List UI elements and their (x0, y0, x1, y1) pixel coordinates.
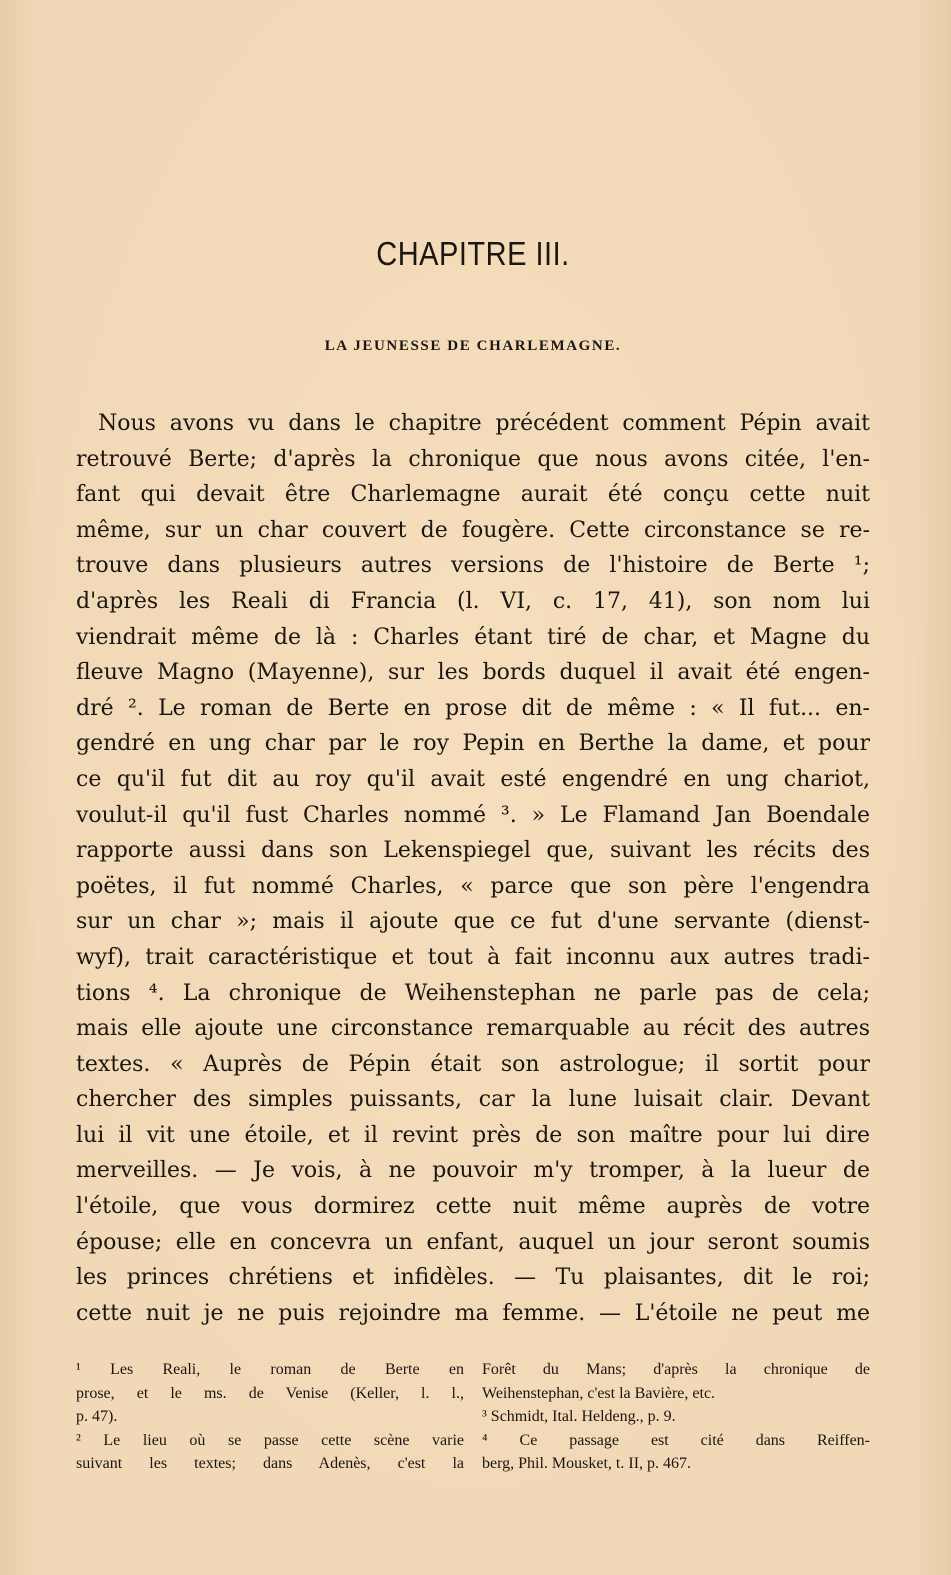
footnote-line: berg, Phil. Mousket, t. II, p. 467. (482, 1455, 692, 1473)
body-line: les princes chrétiens et infidèles. — Tu plaisantes, dit le roi; (76, 1265, 870, 1291)
book-page (76, 0, 870, 1575)
body-line: retrouvé Berte; d'après la chronique que nous avons citée, l'en- (76, 446, 870, 472)
body-line: épouse; elle en concevra un enfant, auquel un jour seront soumis (76, 1229, 870, 1255)
body-line: rapporte aussi dans son Lekenspiegel que, suivant les récits des (76, 838, 870, 864)
body-line: ce qu'il fut dit au roy qu'il avait esté engendré en ung chariot, (76, 766, 870, 792)
body-line: l'étoile, que vous dormirez cette nuit même auprès de votre (76, 1194, 870, 1220)
footnote-line: ³ Schmidt, Ital. Heldeng., p. 9. (482, 1408, 676, 1426)
body-line: chercher des simples puissants, car la lune luisait clair. Devant (76, 1087, 870, 1113)
body-line: merveilles. — Je vois, à ne pouvoir m'y tromper, à la lueur de (76, 1158, 870, 1184)
body-line: viendrait même de là : Charles étant tiré de char, et Magne du (76, 624, 870, 650)
footnotes (76, 1358, 870, 1476)
body-line: poëtes, il fut nommé Charles, « parce que son père l'engendra (76, 873, 870, 899)
body-line: Nous avons vu dans le chapitre précédent comment Pépin avait (98, 411, 870, 436)
body-line: dré ². Le roman de Berte en prose dit de même : « Il fut... en- (76, 695, 870, 721)
body-line: gendré en ung char par le roy Pepin en Berthe la dame, et pour (76, 731, 870, 757)
footnote-line: Forêt du Mans; d'après la chronique de (482, 1361, 870, 1378)
footnotes-right-column (482, 1358, 870, 1476)
body-text (76, 406, 870, 1331)
footnote-line: ⁴ Ce passage est cité dans Reiffen- (482, 1431, 870, 1449)
chapter-subtitle: LA JEUNESSE DE CHARLEMAGNE. (324, 338, 622, 354)
body-line: sur un char »; mais il ajoute que ce fut d'une servante (dienst- (76, 909, 870, 935)
footnote-line: prose, et le ms. de Venise (Keller, l. l., (76, 1384, 464, 1402)
footnote-line: Weihenstephan, c'est la Bavière, etc. (482, 1384, 716, 1402)
body-line: voulut-il qu'il fust Charles nommé ³. » Le Flamand Jan Boendale (76, 802, 870, 828)
footnote-line: p. 47). (76, 1408, 118, 1426)
footnote-line: suivant les textes; dans Adenès, c'est la (76, 1455, 464, 1473)
chapter-title: CHAPITRE III. (376, 236, 570, 273)
body-line: trouve dans plusieurs autres versions de l'histoire de Berte ¹; (76, 553, 870, 579)
body-line: d'après les Reali di Francia (l. VI, c. 17, 41), son nom lui (76, 588, 870, 614)
body-line: même, sur un char couvert de fougère. Cette circonstance se re- (76, 517, 870, 543)
body-line: wyf), trait caractéristique et tout à fait inconnu aux autres tradi- (76, 944, 870, 970)
footnotes-left-column (76, 1358, 464, 1476)
body-line: tions ⁴. La chronique de Weihenstephan ne parle pas de cela; (76, 980, 870, 1006)
body-line: lui il vit une étoile, et il revint près de son maître pour lui dire (76, 1122, 870, 1148)
footnote-line: ² Le lieu où se passe cette scène varie (76, 1431, 464, 1449)
body-line: textes. « Auprès de Pépin était son astrologue; il sortit pour (76, 1051, 870, 1077)
body-line: cette nuit je ne puis rejoindre ma femme. — L'étoile ne peut me (76, 1300, 870, 1326)
footnote-line: ¹ Les Reali, le roman de Berte en (76, 1361, 464, 1378)
body-line: fant qui devait être Charlemagne aurait été conçu cette nuit (76, 482, 870, 508)
body-line: mais elle ajoute une circonstance remarquable au récit des autres (76, 1016, 870, 1042)
body-line: fleuve Magno (Mayenne), sur les bords duquel il avait été engen- (76, 660, 870, 686)
